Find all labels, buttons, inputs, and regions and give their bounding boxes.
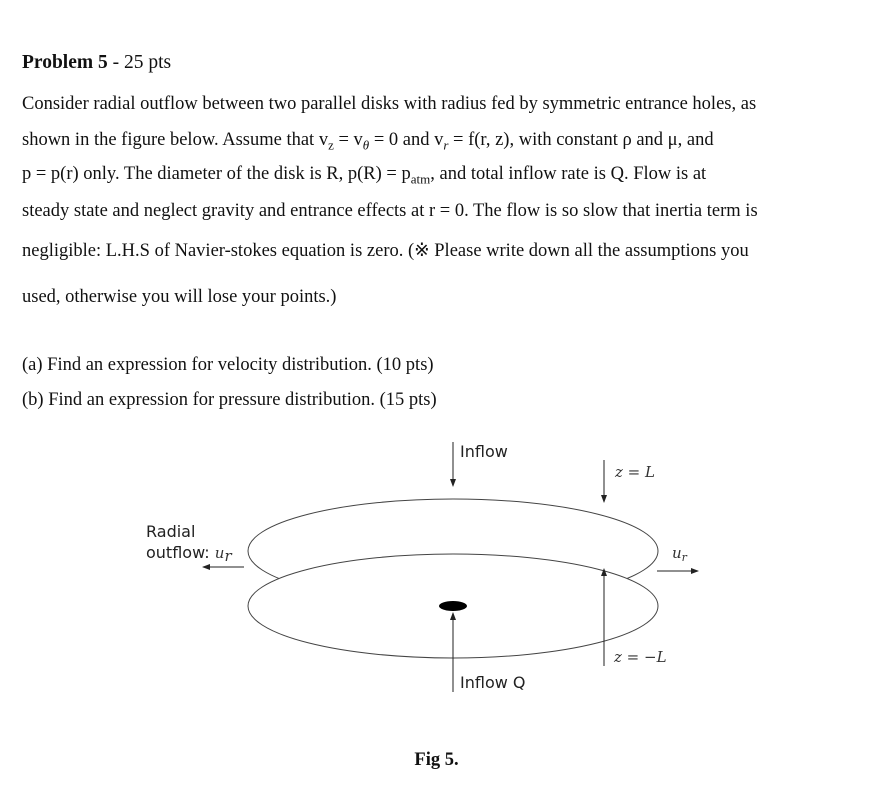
text-fragment: = v	[333, 130, 363, 150]
problem-text-line-4: steady state and neglect gravity and entrance effects at r = 0. The flow is so slow that inertia term is	[22, 201, 758, 221]
disk-flow-figure	[0, 420, 873, 740]
text-fragment: shown in the figure below. Assume that v	[22, 130, 329, 150]
problem-text-line-2	[22, 129, 714, 151]
ur-right-label: $u_r$	[672, 544, 687, 564]
text-fragment: , and total inflow rate is Q. Flow is at	[430, 164, 707, 184]
problem-text-line-1: Consider radial outflow between two parallel disks with radius fed by symmetric entrance holes, as	[22, 94, 757, 114]
inflow-top-label: Inflow	[460, 442, 508, 461]
text-fragment: = f(r, z), with constant ρ and μ, and	[448, 130, 714, 150]
radial-label: Radial	[146, 522, 196, 541]
problem-text-line-5: negligible: L.H.S of Navier-stokes equation is zero. (※ Please write down all the assumptions you	[22, 241, 749, 261]
problem-text-line-3	[22, 163, 706, 185]
text-fragment: = 0 and v	[369, 130, 444, 150]
z-bottom-label: z = −L	[614, 648, 667, 666]
subscript-r: r	[443, 137, 449, 153]
outflow-label: outflow: ur	[146, 543, 232, 565]
question-a: (a) Find an expression for velocity distribution. (10 pts)	[22, 355, 434, 375]
figure-caption: Fig 5.	[414, 750, 459, 770]
problem-points: - 25 pts	[107, 52, 172, 73]
question-b: (b) Find an expression for pressure distribution. (15 pts)	[22, 390, 437, 410]
entrance-hole	[439, 601, 467, 611]
inflow-bottom-label: Inflow Q	[460, 673, 526, 692]
subscript-theta: θ	[362, 137, 370, 153]
subscript-atm: atm	[410, 171, 431, 187]
problem-title	[22, 52, 171, 74]
problem-text-line-6: used, otherwise you will lose your points.)	[22, 287, 337, 307]
subscript-z: z	[328, 137, 334, 153]
text-fragment: p = p(r) only. The diameter of the disk is R, p(R) = p	[22, 164, 411, 184]
z-top-label: z = L	[615, 463, 655, 481]
problem-number: Problem 5	[22, 52, 108, 73]
